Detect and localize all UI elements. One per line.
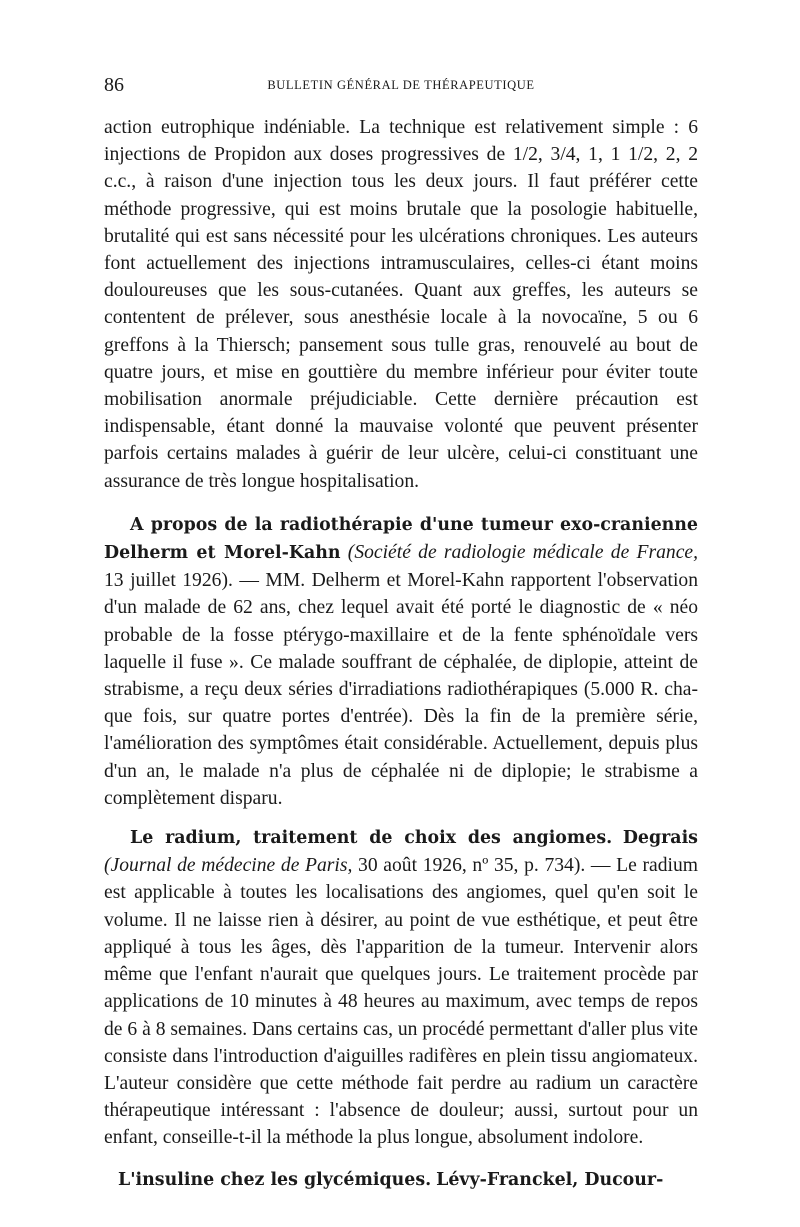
article-title: Le radium, traitement de choix des angiomes. (130, 828, 613, 849)
running-title: BULLETIN GÉNÉRAL DE THÉRAPEUTIQUE (267, 78, 535, 92)
page-header (104, 74, 698, 102)
continued-paragraph: action eutrophique indéniable. La technique est relativement simple : 6 injections de Propidon aux doses progressives de 1/2, 3/4, 1, 1 1/2, 2, 2 c.c., à raison d'une injection tous les deux jours. Il faut préférer cette méthode progressive, qui est moins brutale que la posologie habituelle, brutalité qui est sans nécessité pour les ulcérations chroniques. Les auteurs font actuellement des injections intramusculaires, celles-ci étant moins douloureuses que les sous-cutanées. Quant aux greffes, les auteurs se contentent de prélever, sous anesthésie locale à la novocaïne, 5 ou 6 greffons à la Thiersch; pansement sous tulle gras, renouvelé au bout de quatre jours, et mise en gouttière du membre inférieur pour éviter toute mobilisation anormale préjudiciable. Cette dernière précaution est indispensable, étant donné la mauvaise volonté que peuvent présenter parfois certains malades à guérir de leur ulcère, celui-ci constituant une assurance de très longue hospitalisation. (104, 117, 698, 492)
page-number: 86 (104, 74, 124, 96)
article-text: — Le radium est applicable à toutes les localisations des angiomes, quel qu'en soit le volume. Il ne laisse rien à désirer, au point de vue esthétique, et peut être appliqué à tous les âges, dès l'apparition de la tumeur. Intervenir alors même que l'enfant n'aurait que quelques jours. Le traitement procède par applications de 10 minutes à 48 heures au maximum, avec temps de repos de 6 à 8 semaines. Dans certains cas, un procédé permettant d'aller plus vite consiste dans l'introduction d'aiguilles radifères en plein tissu angiomateux. L'auteur considère que cette méthode fait perdre au radium un caractère thérapeutique intéressant : l'absence de douleur; aussi, surtout pour un enfant, conseille-t-il la méthode la plus longue, absolument indolore. (104, 855, 698, 1149)
article-radiotherapie (104, 511, 698, 812)
article-authors: Lévy-Franckel, Ducour- (436, 1169, 664, 1190)
article-date: 13 juillet 1926). (104, 570, 233, 592)
article-authors: Degrais (622, 828, 698, 849)
article-date: 30 août 1926, nº 35, p. 734). (352, 855, 586, 877)
article-authors: Delherm et Morel-Kahn (104, 543, 341, 564)
article-text: — MM. Delherm et Morel-Kahn rapportent l'observation d'un malade de 62 ans, chez lequel avait été porté le diagnostic de « néo probable de la fosse ptérygo-maxillaire et de la fente sphénoïdale vers laquelle il fuse ». Ce malade souffrant de céphalée, de diplopie, atteint de strabisme, a reçu deux séries d'irradiations radiothérapiques (5.000 R. chaque fois, sur quatre portes d'entrée). Dès la fin de la première série, l'amélioration des symptômes était considérable. Actuellement, depuis plus d'un an, le malade n'a plus de céphalée ni de diplopie; le strabisme a complètement disparu. (104, 570, 698, 809)
article-title: L'insuline chez les glycémiques. (118, 1169, 432, 1190)
article-source: (Journal de médecine de Paris, (104, 855, 353, 877)
article-radium (104, 824, 698, 1151)
article-insuline (104, 1166, 698, 1194)
article-title: A propos de la radiothérapie d'une tumeur exo-cranienne (130, 514, 698, 535)
document-page (104, 74, 698, 1194)
article-source: (Société de radiologie médicale de France, (347, 542, 698, 564)
